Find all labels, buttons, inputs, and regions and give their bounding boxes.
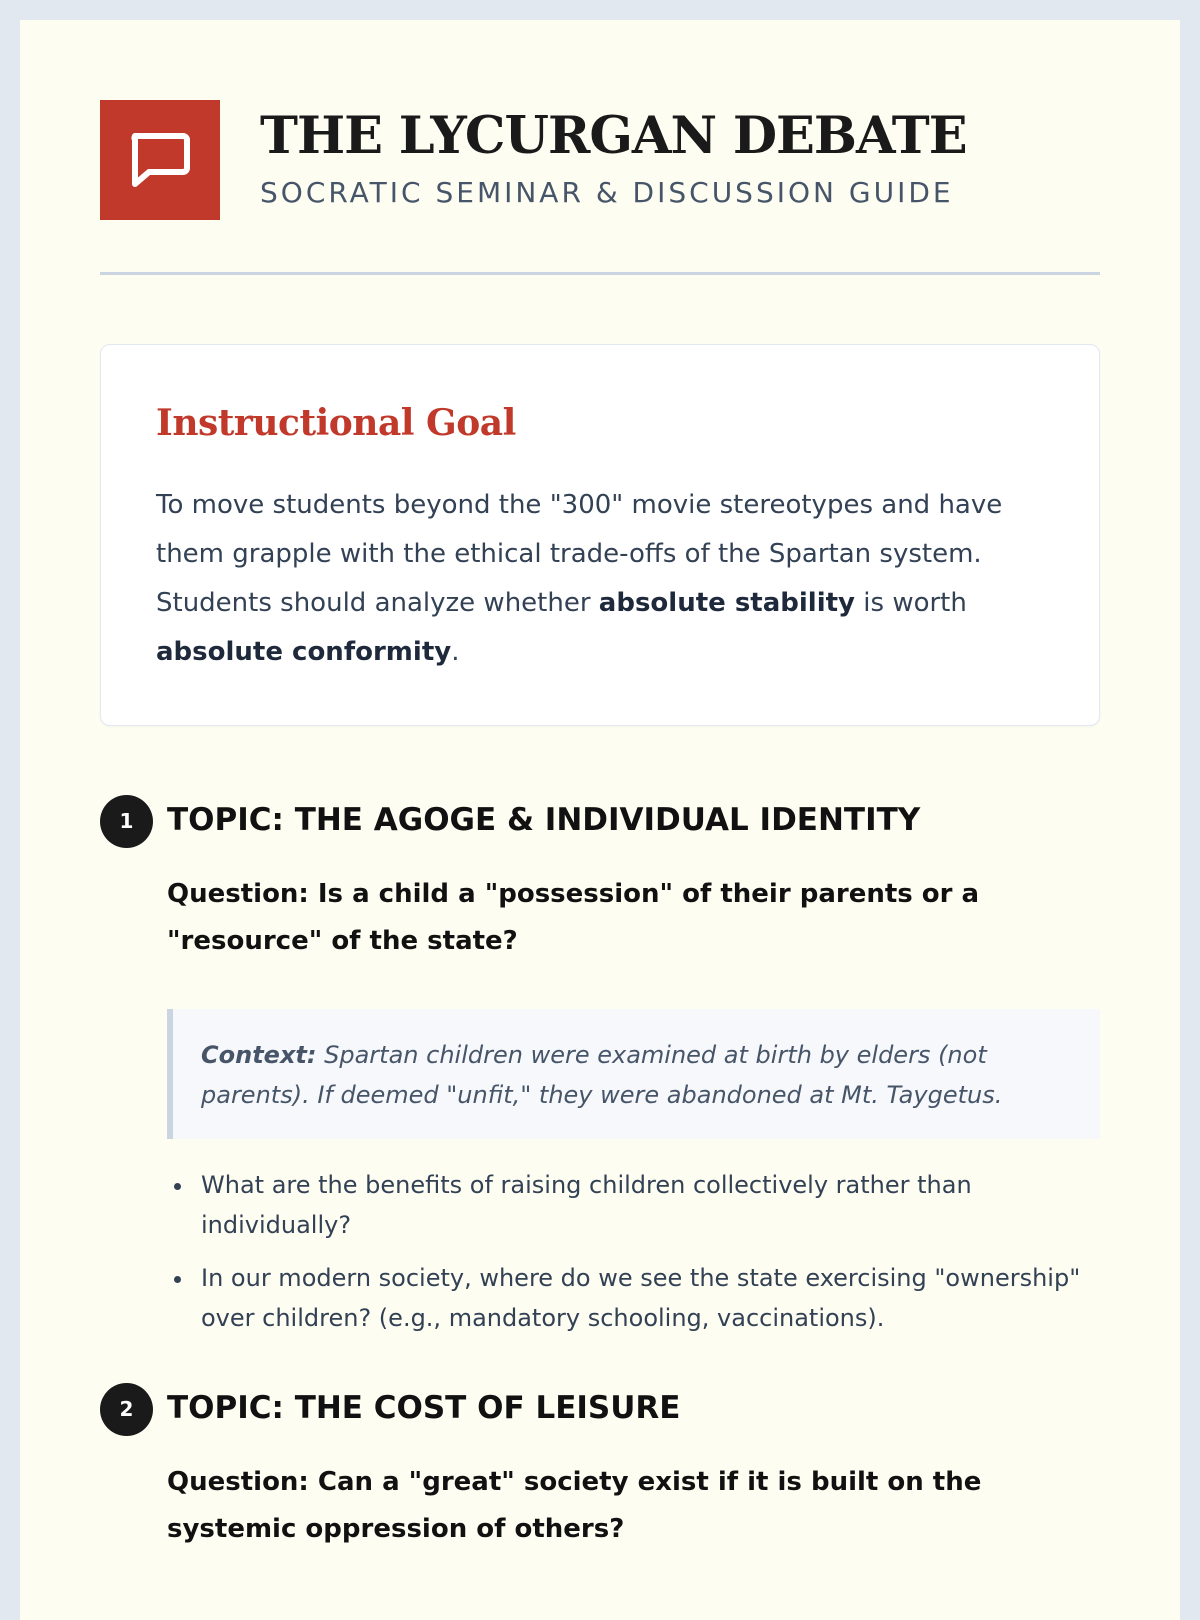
goal-text-part: To move students beyond the "300" movie stereotypes and have them grapple with the ethical trade-offs of the Spartan system. Students should analyze whether <box>156 490 1003 618</box>
context-label: Context: <box>201 1041 317 1069</box>
page-title: THE LYCURGAN DEBATE <box>260 106 967 166</box>
goal-emphasis-stability: absolute stability <box>598 588 856 618</box>
header <box>100 100 1100 220</box>
goal-text <box>156 481 1046 677</box>
context-box <box>167 1009 1100 1139</box>
guide-page <box>20 20 1180 1620</box>
logo <box>100 100 220 220</box>
header-divider <box>100 272 1100 275</box>
list-item: What are the benefits of raising children collectively rather than individually? <box>167 1165 1097 1245</box>
list-item: In our modern society, where do we see the state exercising "ownership" over children? (e.g., mandatory schooling, vaccinations). <box>167 1258 1097 1338</box>
discussion-prompts <box>167 1165 1097 1351</box>
page-subtitle: SOCRATIC SEMINAR & DISCUSSION GUIDE <box>260 176 954 209</box>
topic-question: Question: Is a child a "possession" of their parents or a "resource" of the state? <box>167 879 980 956</box>
goal-emphasis-conformity: absolute conformity <box>156 637 452 667</box>
goal-heading: Instructional Goal <box>156 402 516 444</box>
topic-title: TOPIC: THE AGOGE & INDIVIDUAL IDENTITY <box>167 802 921 838</box>
chat-bubble-icon <box>127 130 193 192</box>
instructional-goal-card <box>100 344 1100 726</box>
topic-title: TOPIC: THE COST OF LEISURE <box>167 1390 681 1426</box>
topic-number-badge: 2 <box>100 1383 153 1436</box>
context-text <box>201 1035 1071 1115</box>
topic-question: Question: Can a "great" society exist if it is built on the systemic oppression of others? <box>167 1467 982 1544</box>
topic-number-badge: 1 <box>100 795 153 848</box>
context-body: Spartan children were examined at birth by elders (not parents). If deemed "unfit," they were abandoned at Mt. Taygetus. <box>201 1041 1003 1109</box>
goal-text-part: is worth <box>855 588 967 618</box>
goal-text-part: . <box>451 637 460 667</box>
